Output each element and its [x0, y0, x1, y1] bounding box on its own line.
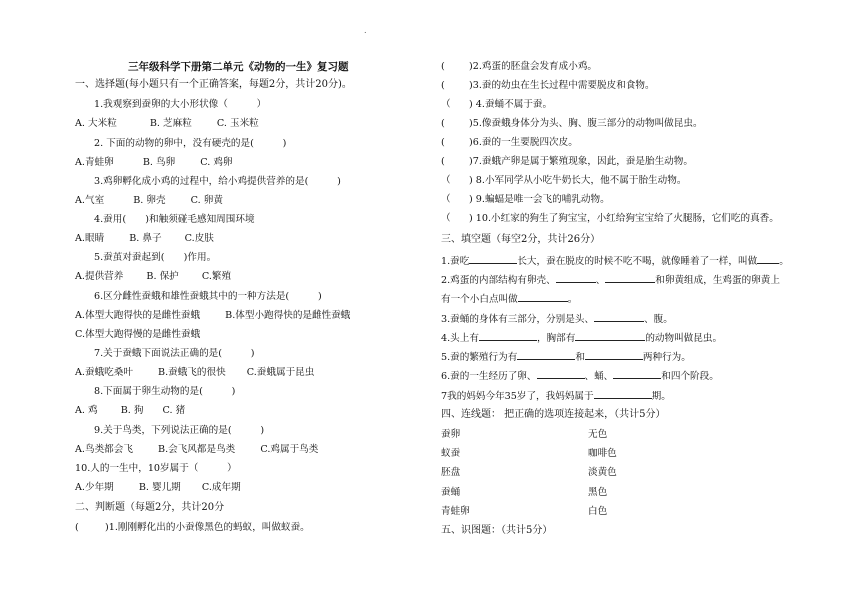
q4-options — [75, 233, 214, 245]
option: B. 卵壳 — [133, 195, 166, 206]
option: A.气室 — [75, 195, 105, 206]
fill-line-1 — [441, 254, 789, 268]
q1-options — [75, 118, 259, 130]
option: A.提供营养 — [75, 271, 124, 282]
tf-item-2: ( )2.鸡蛋的胚盘会发育成小鸡。 — [441, 61, 598, 72]
match-left-item[interactable]: 青蛙卵 — [441, 506, 470, 517]
option: C.皮肤 — [184, 233, 214, 244]
option: B. 狗 — [120, 405, 144, 416]
option: C.鸡属于鸟类 — [260, 444, 319, 455]
section2-header: 二、判断题（每题2分，共计20分 — [75, 502, 225, 513]
option: C. 鸡卵 — [200, 157, 233, 168]
fill-line-3 — [441, 312, 673, 326]
option: A.体型大跑得快的是雌性蚕蛾 — [75, 310, 201, 321]
option: A.少年期 — [75, 482, 114, 493]
fill-text: 和四个阶段。 — [661, 371, 719, 382]
option: A.眼睛 — [75, 233, 105, 244]
option: C.蚕蛾属于昆虫 — [246, 367, 315, 378]
fill-blank[interactable] — [469, 254, 517, 264]
q6-options-row2 — [75, 329, 200, 341]
q3-options — [75, 195, 223, 207]
tf-item-4: （ ) 4.蚕蛹不属于蚕。 — [441, 99, 553, 110]
fill-text: 。 — [567, 294, 578, 305]
option: C. 玉米粒 — [216, 118, 259, 129]
option: C.繁殖 — [201, 271, 232, 282]
fill-blank[interactable] — [757, 254, 779, 264]
fill-blank[interactable] — [537, 369, 585, 379]
fill-text: 3.蚕蛹的身体有三部分，分别是头、 — [441, 314, 595, 325]
q9-options — [75, 444, 318, 456]
fill-text: 、腹。 — [644, 314, 673, 325]
q6-stem: 6.区分雌性蚕蛾和雄性蚕蛾其中的一种方法是( ) — [94, 291, 322, 302]
option: B. 鼻子 — [129, 233, 162, 244]
fill-text: 和 — [575, 352, 585, 363]
match-right-item[interactable]: 无色 — [588, 429, 608, 440]
fill-text: 2.鸡蛋的内部结构有卵壳、 — [441, 275, 556, 286]
fill-text: 有一个小白点叫做 — [441, 294, 518, 305]
q8-options — [75, 405, 185, 417]
fill-line-2b — [441, 292, 577, 306]
fill-blank[interactable] — [594, 389, 652, 399]
fill-text: 、 — [595, 275, 606, 286]
section4-header: 四、连线题： 把正确的选项连接起来，（共计5分） — [441, 409, 666, 420]
tf-item-text: )5.像蚕蛾身体分为头、胸、腹三部分的动物叫做昆虫。 — [469, 118, 703, 129]
option: A. 鸡 — [75, 405, 98, 416]
fill-text: 6.蚕的一生经历了卵、 — [441, 371, 537, 382]
fill-text: 4.头上有 — [441, 333, 479, 344]
match-left-item[interactable]: 蚕蛹 — [441, 487, 461, 498]
fill-text: 1.蚕吃 — [441, 256, 470, 267]
page-title: 三年级科学下册第二单元《动物的一生》复习题 — [128, 61, 349, 73]
match-left-item[interactable]: 蚁蚕 — [441, 448, 461, 459]
fill-line-6 — [441, 369, 719, 383]
tf-item-text: )7.蚕蛾产卵是属于繁殖现象，因此，蚕是胎生动物。 — [469, 156, 693, 167]
fill-text: 、蛹、 — [584, 371, 614, 382]
option: C.成年期 — [201, 482, 241, 493]
fill-text: ，胸部有 — [536, 333, 576, 344]
option: A. 大米粒 — [75, 118, 117, 129]
q2-stem: 2. 下面的动物的卵中，没有硬壳的是( ) — [94, 138, 287, 149]
fill-text: 的动物叫做昆虫。 — [645, 333, 723, 344]
option: C.体型大跑得慢的是雌性蚕蛾 — [75, 329, 201, 340]
match-left-item[interactable]: 胚盘 — [441, 467, 461, 478]
fill-text: 7我的妈妈今年35岁了，我妈妈属于 — [441, 391, 594, 402]
match-right-item[interactable]: 咖啡色 — [588, 448, 617, 459]
fill-line-5 — [441, 350, 691, 364]
tf-item-text: )1.刚刚孵化出的小蚕像黑色的蚂蚁，叫做蚁蚕。 — [105, 522, 310, 533]
fill-line-2 — [441, 273, 780, 287]
q9-stem: 9.关于鸟类，下列说法正确的是( ) — [94, 425, 265, 436]
tf-item-9: （ ) 9.蝙蝠是唯一会飞的哺乳动物。 — [441, 194, 610, 205]
fill-text: 长大，蚕在脱皮的时候不吃不喝，就像睡着了一样，叫做 — [517, 256, 758, 267]
q7-options — [75, 367, 314, 379]
option: B.蚕蛾飞的很快 — [158, 367, 226, 378]
section1-header: 一、选择题(每小题只有一个正确答案，每题2分，共计20分)。 — [75, 79, 352, 90]
fill-text: 和卵黄组成，生鸡蛋的卵黄上 — [655, 275, 780, 286]
tf-item-text: ) 4.蚕蛹不属于蚕。 — [469, 99, 553, 110]
tf-item-6: ( )6.蚕的一生要脱四次皮。 — [441, 137, 578, 148]
q6-options-row1 — [75, 310, 350, 322]
tf-item-text: )3.蚕的幼虫在生长过程中需要脱皮和食物。 — [469, 80, 655, 91]
q2-options — [75, 157, 233, 169]
match-left-item[interactable]: 蚕卵 — [441, 429, 461, 440]
fill-text: 。 — [779, 256, 789, 267]
tf-item-text: ) 9.蝙蝠是唯一会飞的哺乳动物。 — [469, 194, 610, 205]
option: C. 猪 — [162, 405, 186, 416]
fill-line-7 — [441, 389, 671, 403]
section3-header: 三、填空题（每空2分，共计26分） — [441, 234, 601, 245]
option: B. 保护 — [146, 271, 179, 282]
q10-options — [75, 482, 241, 494]
option: B.会飞风都是鸟类 — [158, 444, 236, 455]
fill-text: 两种行为。 — [642, 352, 691, 363]
tf-item-3: ( )3.蚕的幼虫在生长过程中需要脱皮和食物。 — [441, 80, 655, 91]
page-dot: . — [364, 26, 367, 35]
option: A.青蛙卵 — [75, 157, 114, 168]
match-right-item[interactable]: 淡黄色 — [588, 467, 617, 478]
tf-item-10: （ ) 10.小红家的狗生了狗宝宝，小红给狗宝宝给了火腿肠，它们吃的真香。 — [441, 213, 779, 224]
fill-text: 期。 — [651, 391, 671, 402]
q7-stem: 7.关于蚕蛾下面说法正确的是( ) — [94, 348, 255, 359]
q8-stem: 8.下面属于卵生动物的是( ) — [94, 386, 236, 397]
fill-blank[interactable] — [605, 273, 655, 283]
fill-blank[interactable] — [518, 292, 568, 302]
option: A.鸟类都会飞 — [75, 444, 133, 455]
option: B. 鸟卵 — [142, 157, 176, 168]
fill-line-4 — [441, 331, 722, 345]
tf-item-7: ( )7.蚕蛾产卵是属于繁殖现象，因此，蚕是胎生动物。 — [441, 156, 693, 167]
fill-text: 5.蚕的繁殖行为有 — [441, 352, 518, 363]
q3-stem: 3.鸡卵孵化成小鸡的过程中，给小鸡提供营养的是( ) — [94, 176, 341, 187]
q10-stem: 10.人的一生中，10岁属于（ ） — [75, 463, 237, 474]
tf-item-text: )2.鸡蛋的胚盘会发育成小鸡。 — [469, 61, 598, 72]
section5-header: 五、识图题：（共计5分） — [441, 525, 553, 536]
q4-stem: 4.蚕用( )和触须碰毛感知周围环境 — [94, 214, 255, 225]
match-right-item[interactable]: 黑色 — [588, 487, 608, 498]
tf-item-text: ) 8.小军同学从小吃牛奶长大，他不属于胎生动物。 — [469, 175, 687, 186]
q5-stem: 5.蚕茧对蚕起到( )作用。 — [94, 252, 217, 263]
fill-blank[interactable] — [594, 312, 644, 322]
option: B. 芝麻粒 — [149, 118, 192, 129]
q1-stem: 1.我观察到蚕卵的大小形状像（ ） — [94, 99, 267, 110]
option: B. 婴儿期 — [138, 482, 181, 493]
tf-item-text: )6.蚕的一生要脱四次皮。 — [469, 137, 578, 148]
fill-blank[interactable] — [517, 350, 575, 360]
fill-blank[interactable] — [585, 350, 643, 360]
option: A.蚕蛾吃桑叶 — [75, 367, 133, 378]
fill-blank[interactable] — [479, 331, 537, 341]
fill-blank[interactable] — [613, 369, 661, 379]
fill-blank[interactable] — [575, 331, 645, 341]
fill-blank[interactable] — [556, 273, 596, 283]
option: C. 卵黄 — [190, 195, 223, 206]
tf-item-1: ( )1.刚刚孵化出的小蚕像黑色的蚂蚁，叫做蚁蚕。 — [75, 522, 310, 533]
tf-item-text: ) 10.小红家的狗生了狗宝宝，小红给狗宝宝给了火腿肠，它们吃的真香。 — [469, 213, 779, 224]
tf-item-5: ( )5.像蚕蛾身体分为头、胸、腹三部分的动物叫做昆虫。 — [441, 118, 703, 129]
match-right-item[interactable]: 白色 — [588, 506, 608, 517]
q5-options — [75, 271, 231, 283]
tf-item-8: （ ) 8.小军同学从小吃牛奶长大，他不属于胎生动物。 — [441, 175, 687, 186]
option: B.体型小跑得快的是雌性蚕蛾 — [225, 310, 351, 321]
